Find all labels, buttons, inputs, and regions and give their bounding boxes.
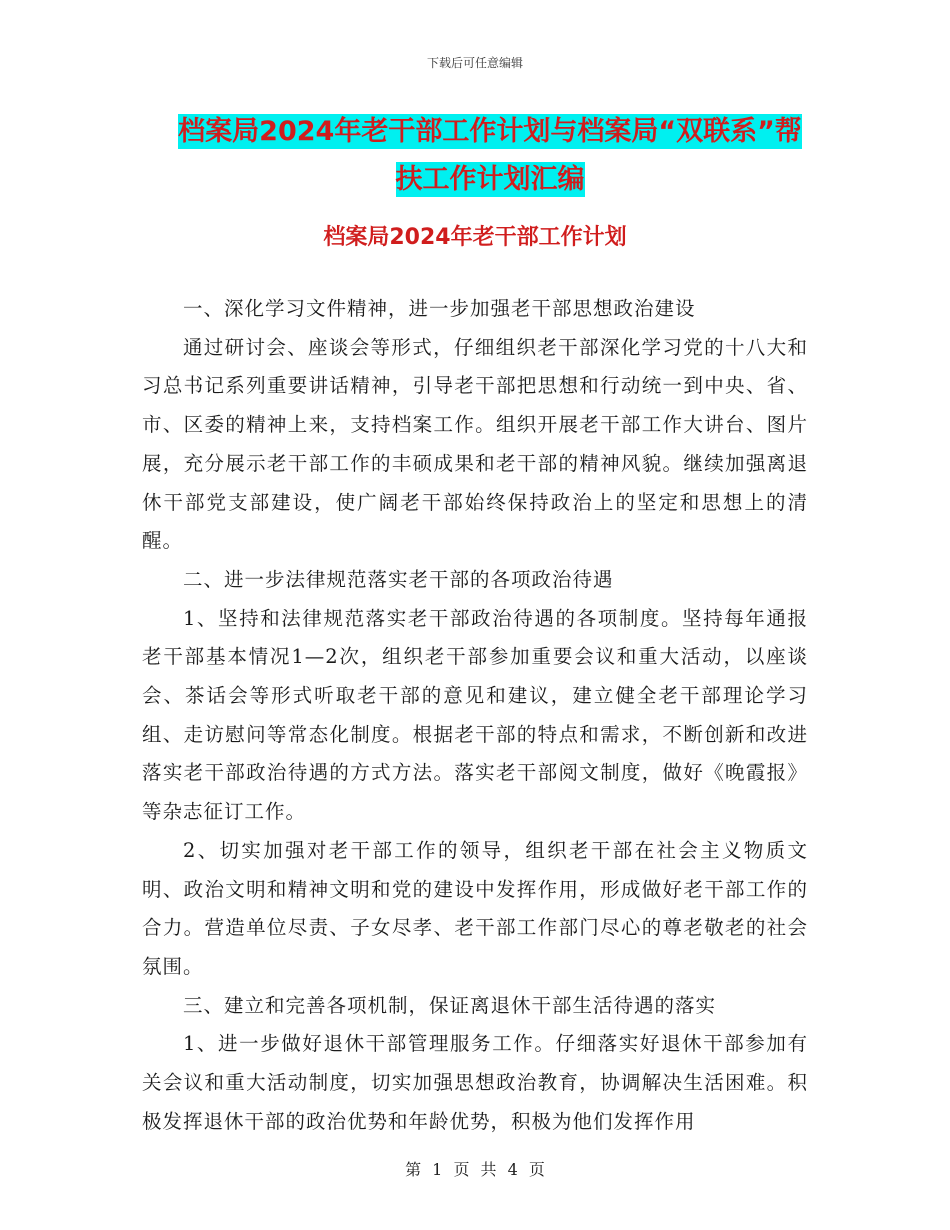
heading-1: 一、深化学习文件精神，进一步加强老干部思想政治建设 xyxy=(182,297,696,320)
heading-2: 二、进一步法律规范落实老干部的各项政治待遇 xyxy=(182,567,614,591)
document-title-line-1: 档案局2024年老干部工作计划与档案局“双联系”帮 xyxy=(178,116,802,147)
document-title-line-2: 扶工作计划汇编 xyxy=(395,164,585,195)
paragraph: 2、切实加强对老干部工作的领导，组织老干部在社会主义物质文明、政治文明和精神文明和党的建设中发挥作用，形成做好老干部工作的合力。营造单位尽责、子女尽孝、老干部工作部门尽心的尊老敬老的社会氛围。 xyxy=(142,838,808,978)
page-footer: 第 1 页 共 4 页 xyxy=(405,1160,545,1179)
paragraph: 1、进一步做好退休干部管理服务工作。仔细落实好退休干部参加有关会议和重大活动制度，切实加强思想政治教育，协调解决生活困难。积极发挥退休干部的政治优势和年龄优势，积极为他们发挥作用 xyxy=(142,1032,808,1133)
heading-3: 三、建立和完善各项机制，保证离退休干部生活待遇的落实 xyxy=(182,993,716,1017)
paragraph: 通过研讨会、座谈会等形式，仔细组织老干部深化学习党的十八大和习总书记系列重要讲话精神，引导老干部把思想和行动统一到中央、省、市、区委的精神上来，支持档案工作。组织开展老干部工作大讲台、图片展，充分展示老干部工作的丰硕成果和老干部的精神风貌。继续加强离退休干部党支部建设，使广阔老干部始终保持政治上的坚定和思想上的清醒。 xyxy=(142,335,808,553)
document-body xyxy=(142,290,808,1141)
paragraph: 1、坚持和法律规范落实老干部政治待遇的各项制度。坚持每年通报老干部基本情况1—2次，组织老干部参加重要会议和重大活动，以座谈会、茶话会等形式听取老干部的意见和建议，建立健全老干部理论学习组、走访慰问等常态化制度。根据老干部的特点和需求，不断创新和改进落实老干部政治待遇的方式方法。落实老干部阅文制度，做好《晚霞报》等杂志征订工作。 xyxy=(142,606,808,824)
header-note: 下载后可任意编辑 xyxy=(426,56,523,70)
section-title: 档案局2024年老干部工作计划 xyxy=(323,225,627,250)
document-title xyxy=(140,108,840,204)
